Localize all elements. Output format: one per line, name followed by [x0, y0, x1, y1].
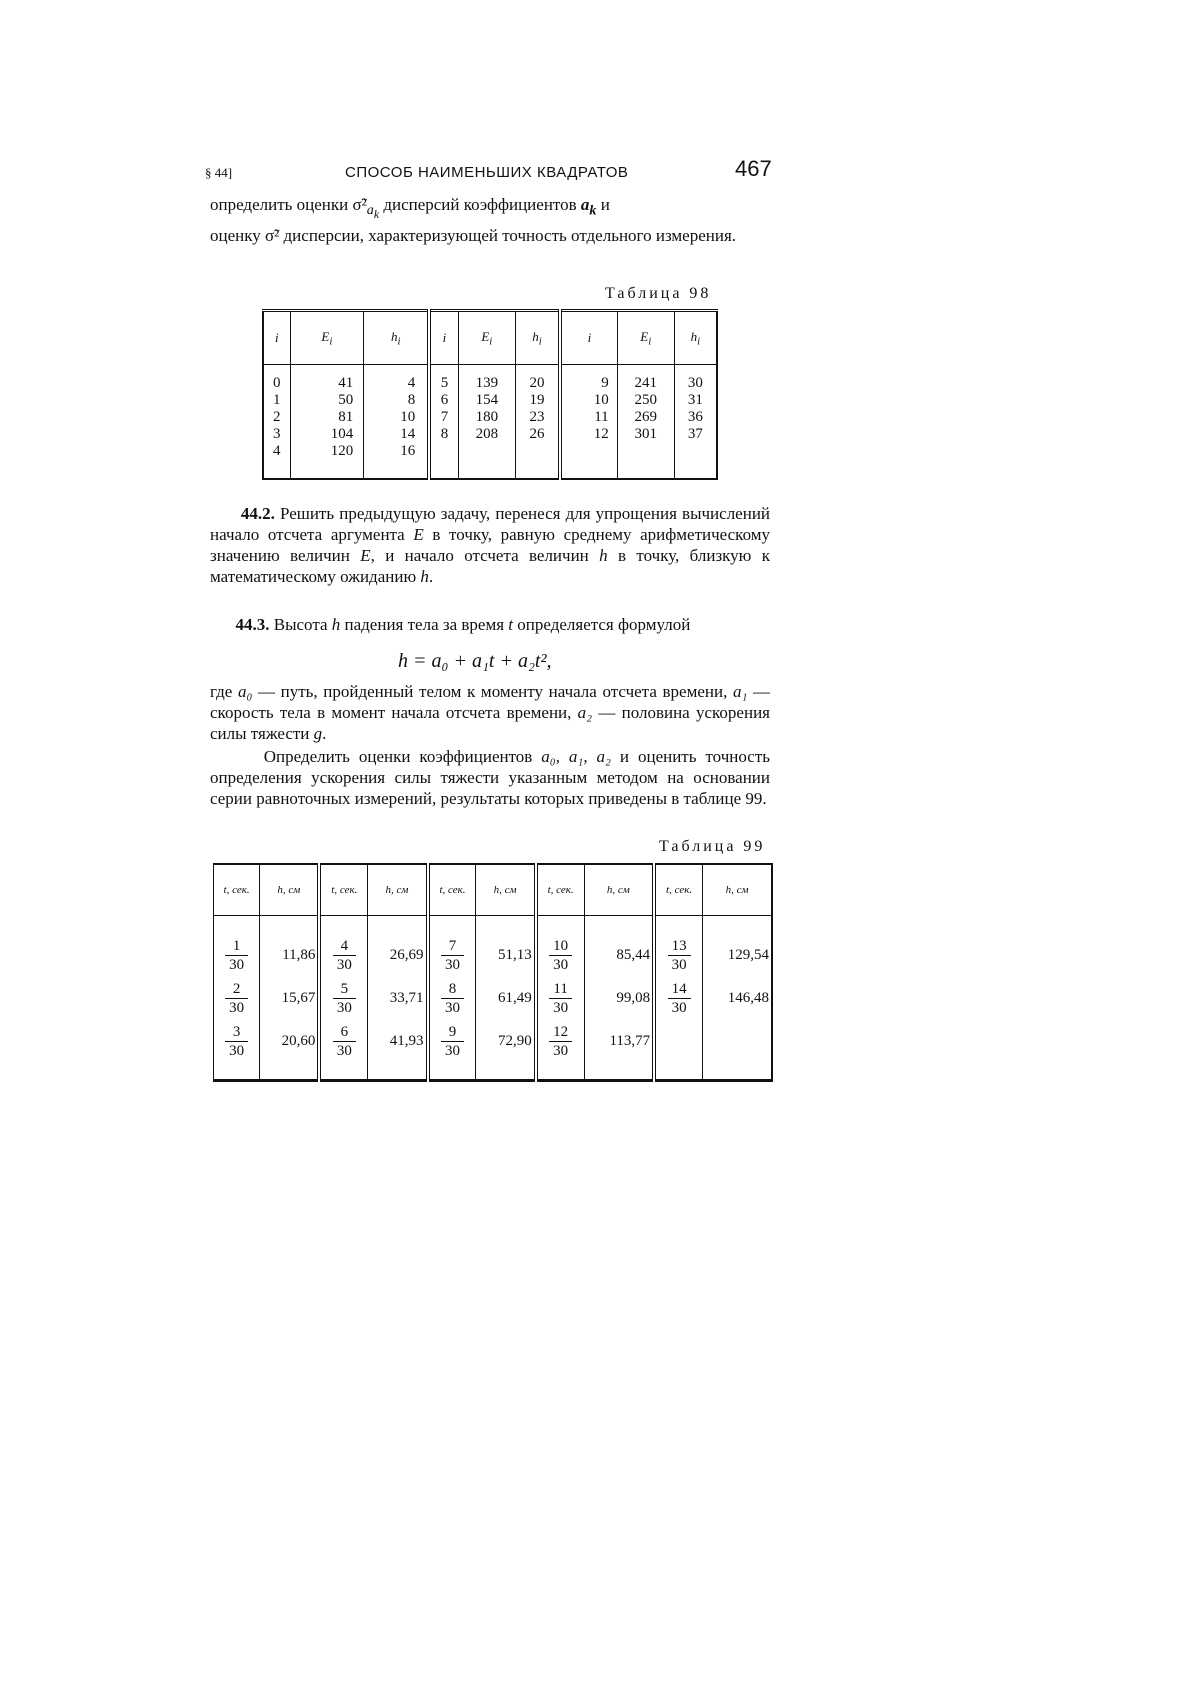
table-cell: 3 [273, 426, 281, 442]
numerator: 6 [333, 1023, 356, 1042]
col-header: h, см [584, 864, 654, 916]
formula: h = a₀ + a₁t + a₂t², [398, 650, 552, 672]
col-header: t, сек. [536, 864, 584, 916]
denominator: 30 [553, 1000, 569, 1016]
numerator: 14 [668, 980, 691, 999]
table-cell: 1 [273, 392, 281, 408]
t-cell [214, 977, 260, 1020]
table-row [214, 1020, 773, 1081]
denominator: 30 [444, 1000, 460, 1016]
table-cell: 5 [440, 375, 449, 391]
t-cell [319, 1020, 367, 1081]
col-header: $E_i$ [458, 311, 515, 365]
table-cell: 50 [338, 392, 354, 408]
table-cell: 30 [687, 375, 703, 391]
table-cell: 12 [593, 426, 609, 442]
fraction [549, 937, 572, 974]
col-header: t, сек. [214, 864, 260, 916]
numerator: 13 [668, 937, 691, 956]
table-cell: 104 [330, 426, 354, 442]
h-cell: 51,13 [476, 916, 536, 978]
denominator: 30 [671, 957, 687, 973]
table-cell: 301 [634, 426, 657, 442]
fraction [225, 937, 248, 974]
col-header: $E_i$ [617, 311, 674, 365]
col-header: t, сек. [428, 864, 476, 916]
col-header: $E_i$ [290, 311, 364, 365]
column-i [429, 365, 458, 480]
h-cell: 41,93 [368, 1020, 428, 1081]
numerator: 8 [441, 980, 464, 999]
denominator: 30 [553, 1043, 569, 1059]
table-cell: 10 [400, 409, 416, 425]
fraction [668, 980, 691, 1017]
table-cell: 10 [593, 392, 609, 408]
denominator: 30 [444, 957, 460, 973]
t-cell [428, 916, 476, 978]
t-cell [319, 977, 367, 1020]
h-cell: 15,67 [260, 977, 320, 1020]
table-cell: 19 [529, 392, 545, 408]
t-cell [536, 916, 584, 978]
numerator: 10 [549, 937, 572, 956]
where-paragraph: где a₀ — путь, пройденный телом к моменту начала отсчета времени, a₁ — скорость тела в момент начала отсчета времени, a₂ — половина ускорения силы тяжести g. [210, 682, 771, 743]
fraction [668, 937, 691, 974]
denominator: 30 [553, 957, 569, 973]
problem-44-2: 44.2. Решить предыдущую задачу, перенеся для упрощения вычислений начало отсчета аргумента E в точку, равную среднему арифметическому значению величин E, и начало отсчета величин h в точку, близкую к математическому ожиданию h. [210, 504, 771, 586]
col-header: h, см [476, 864, 536, 916]
denominator: 30 [229, 1000, 245, 1016]
t-cell [428, 977, 476, 1020]
table-cell: 2 [273, 409, 281, 425]
table-cell: 7 [440, 409, 449, 425]
denominator: 30 [336, 957, 352, 973]
table-cell: 4 [407, 375, 416, 391]
table-cell: 139 [475, 375, 499, 391]
table-cell: 0 [273, 375, 281, 391]
fraction [549, 980, 572, 1017]
fraction [333, 1023, 356, 1060]
t-cell [536, 1020, 584, 1081]
table-row [214, 977, 773, 1020]
sigma-symbol: σ̃² [265, 226, 280, 246]
fraction [333, 937, 356, 974]
numerator: 12 [549, 1023, 572, 1042]
table-cell: 9 [601, 375, 609, 391]
table-cell: 241 [634, 375, 657, 391]
table-cell: 16 [400, 443, 416, 459]
table-cell: 8 [407, 392, 416, 408]
numerator: 11 [549, 980, 572, 999]
table98-caption: Таблица 98 [605, 285, 712, 302]
problem-number: 44.3. [235, 615, 270, 634]
numerator: 2 [225, 980, 248, 999]
h-cell: 33,71 [368, 977, 428, 1020]
h-cell: 26,69 [368, 916, 428, 978]
problem-44-3: 44.3. Высота h падения тела за время t определяется формулой [235, 615, 691, 634]
fraction [441, 1023, 464, 1060]
table99-caption: Таблица 99 [659, 838, 766, 855]
table-99 [213, 863, 773, 1082]
column-E [617, 365, 674, 480]
numerator: 9 [441, 1023, 464, 1042]
col-header: i [429, 311, 458, 365]
col-header: i [263, 311, 290, 365]
table-cell: 4 [273, 443, 281, 459]
h-cell: 11,86 [260, 916, 320, 978]
numerator: 7 [441, 937, 464, 956]
fraction [333, 980, 356, 1017]
fraction [441, 937, 464, 974]
column-i [263, 365, 290, 480]
table-cell: 6 [440, 392, 449, 408]
denominator: 30 [336, 1043, 352, 1059]
fraction [225, 980, 248, 1017]
col-header: $h_i$ [364, 311, 429, 365]
denominator: 30 [336, 1000, 352, 1016]
table-cell: 81 [338, 409, 354, 425]
table-cell: 26 [529, 426, 545, 442]
h-cell: 61,49 [476, 977, 536, 1020]
table-cell: 269 [634, 409, 657, 425]
fraction [441, 980, 464, 1017]
denominator: 30 [229, 1043, 245, 1059]
table-cell: 120 [330, 443, 354, 459]
t-cell [319, 916, 367, 978]
denominator: 30 [671, 1000, 687, 1016]
col-header: h, см [368, 864, 428, 916]
col-header: $h_i$ [674, 311, 717, 365]
table-cell: 23 [529, 409, 545, 425]
col-header: t, сек. [654, 864, 702, 916]
h-cell: 146,48 [703, 977, 772, 1020]
t-cell [214, 916, 260, 978]
table-cell: 31 [687, 392, 703, 408]
h-cell: 85,44 [584, 916, 654, 978]
table-98 [262, 309, 718, 480]
table-cell: 20 [529, 375, 545, 391]
column-h [515, 365, 560, 480]
t-cell [654, 1020, 702, 1081]
table-cell: 180 [475, 409, 499, 425]
h-cell: 20,60 [260, 1020, 320, 1081]
column-h [674, 365, 717, 480]
col-header: h, см [703, 864, 772, 916]
table-cell: 37 [687, 426, 703, 442]
t-cell [654, 977, 702, 1020]
t-cell [214, 1020, 260, 1081]
t-cell [654, 916, 702, 978]
numerator: 4 [333, 937, 356, 956]
table-cell: 8 [440, 426, 449, 442]
task-paragraph: Определить оценки коэффициентов a₀, a₁, a₂ и оценить точность определения ускорения силы тяжести указанным методом на основании серии равноточных измерений, результаты которых приведены в таблице 99. [210, 747, 771, 808]
sigma-symbol: σ̃² [352, 195, 367, 214]
numerator: 3 [225, 1023, 248, 1042]
column-i [560, 365, 617, 480]
h-cell: 72,90 [476, 1020, 536, 1081]
denominator: 30 [444, 1043, 460, 1059]
numerator: 1 [225, 937, 248, 956]
column-E [290, 365, 364, 480]
running-title: СПОСОБ НАИМЕНЬШИХ КВАДРАТОВ [345, 164, 629, 181]
t-cell [536, 977, 584, 1020]
table-cell: 154 [475, 392, 499, 408]
table-row [263, 365, 717, 480]
intro-paragraph: определить оценки $\sigmã^2_{a_k}$ дисперсий коэффициентов $a_k$ и оценку σ̃² дисперсии, характеризующей точность отдельного измерения. [210, 195, 737, 246]
h-cell: 129,54 [703, 916, 772, 978]
col-header: h, см [260, 864, 320, 916]
t-cell [428, 1020, 476, 1081]
table-cell: 208 [475, 426, 499, 442]
fraction [549, 1023, 572, 1060]
col-header: i [560, 311, 617, 365]
column-h [364, 365, 429, 480]
h-cell [703, 1020, 772, 1081]
column-E [458, 365, 515, 480]
table-cell: 41 [338, 375, 354, 391]
h-cell: 113,77 [584, 1020, 654, 1081]
table-cell: 36 [687, 409, 703, 425]
col-header: $h_i$ [515, 311, 560, 365]
table-cell: 14 [400, 426, 416, 442]
h-cell: 99,08 [584, 977, 654, 1020]
denominator: 30 [229, 957, 245, 973]
section-label: § 44] [205, 165, 233, 180]
table-cell: 250 [634, 392, 657, 408]
page-number: 467 [735, 156, 772, 181]
table-row [214, 916, 773, 978]
table-cell: 11 [594, 409, 609, 425]
problem-number: 44.2. [240, 504, 275, 523]
numerator: 5 [333, 980, 356, 999]
col-header: t, сек. [319, 864, 367, 916]
fraction [225, 1023, 248, 1060]
